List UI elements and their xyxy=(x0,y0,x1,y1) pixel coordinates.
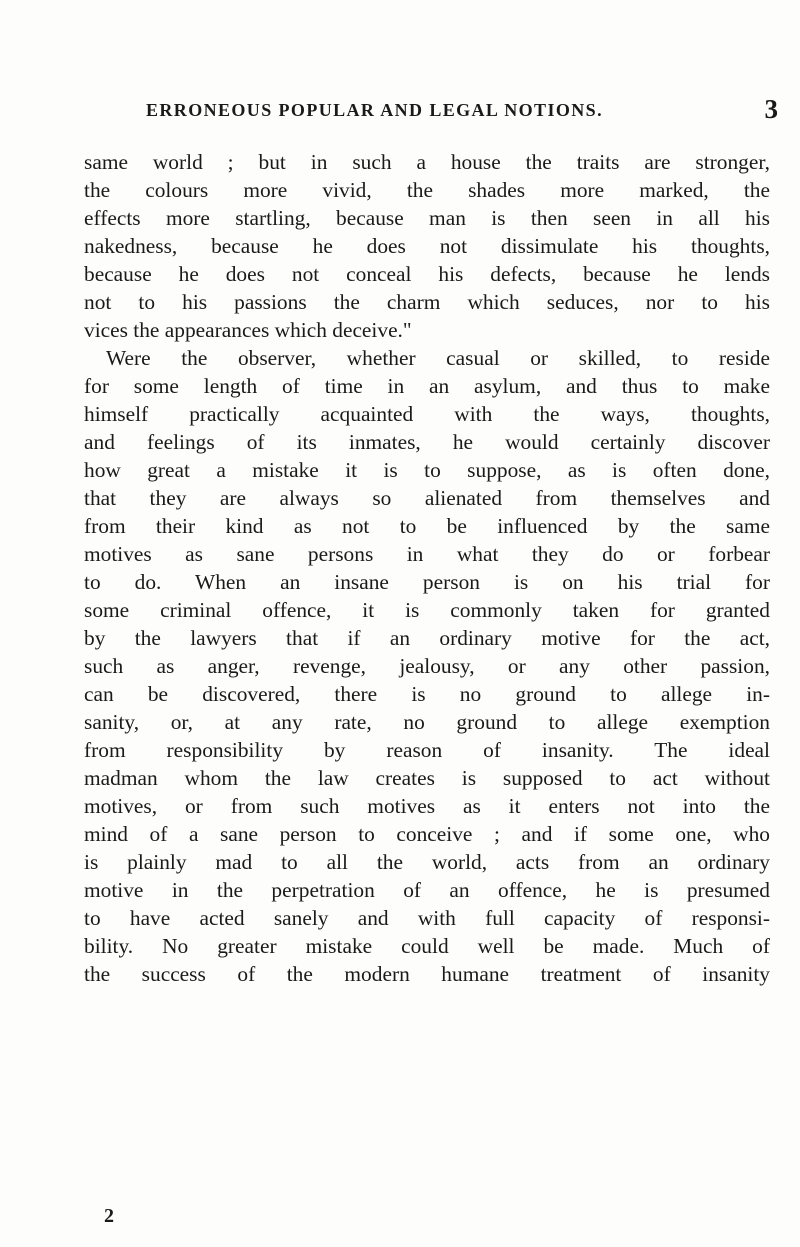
text-line: motive in the perpetration of an offence, he is presumed xyxy=(84,878,770,902)
running-title: ERRONEOUS POPULAR AND LEGAL NOTIONS. xyxy=(146,100,603,120)
text-line: same world ; but in such a house the traits are stronger, xyxy=(84,150,770,174)
text-line: from responsibility by reason of insanity. The ideal xyxy=(84,738,770,762)
text-line: to have acted sanely and with full capacity of responsi- xyxy=(84,906,770,930)
running-head xyxy=(146,94,778,124)
text-line: mind of a sane person to conceive ; and if some one, who xyxy=(84,822,770,846)
text-line: from their kind as not to be influenced by the same xyxy=(84,514,770,538)
text-line: can be discovered, there is no ground to allege in- xyxy=(84,682,770,706)
text-line: not to his passions the charm which seduces, nor to his xyxy=(84,290,770,314)
paragraph-start-line: Were the observer, whether casual or skilled, to reside xyxy=(106,346,770,370)
text-line: the success of the modern humane treatment of insanity xyxy=(84,962,770,986)
text-line: is plainly mad to all the world, acts from an ordinary xyxy=(84,850,770,874)
text-line: motives as sane persons in what they do or forbear xyxy=(84,542,770,566)
body-text xyxy=(84,148,770,988)
text-line: madman whom the law creates is supposed to act without xyxy=(84,766,770,790)
text-line: nakedness, because he does not dissimulate his thoughts, xyxy=(84,234,770,258)
text-line: how great a mistake it is to suppose, as is often done, xyxy=(84,458,770,482)
text-line: some criminal offence, it is commonly taken for granted xyxy=(84,598,770,622)
text-line: himself practically acquainted with the ways, thoughts, xyxy=(84,402,770,426)
text-line: by the lawyers that if an ordinary motive for the act, xyxy=(84,626,770,650)
page-number: 3 xyxy=(764,94,778,124)
text-line: because he does not conceal his defects, because he lends xyxy=(84,262,770,286)
signature-mark: 2 xyxy=(104,1205,114,1227)
text-line: sanity, or, at any rate, no ground to allege exemption xyxy=(84,710,770,734)
text-line: for some length of time in an asylum, and thus to make xyxy=(84,374,770,398)
paragraph-end-line: vices the appearances which deceive." xyxy=(84,318,412,342)
text-line: the colours more vivid, the shades more marked, the xyxy=(84,178,770,202)
text-line: such as anger, revenge, jealousy, or any other passion, xyxy=(84,654,770,678)
text-line: bility. No greater mistake could well be made. Much of xyxy=(84,934,770,958)
text-line: and feelings of its inmates, he would certainly discover xyxy=(84,430,770,454)
text-line: motives, or from such motives as it enters not into the xyxy=(84,794,770,818)
text-line: that they are always so alienated from themselves and xyxy=(84,486,770,510)
text-line: effects more startling, because man is then seen in all his xyxy=(84,206,770,230)
text-line: to do. When an insane person is on his trial for xyxy=(84,570,770,594)
